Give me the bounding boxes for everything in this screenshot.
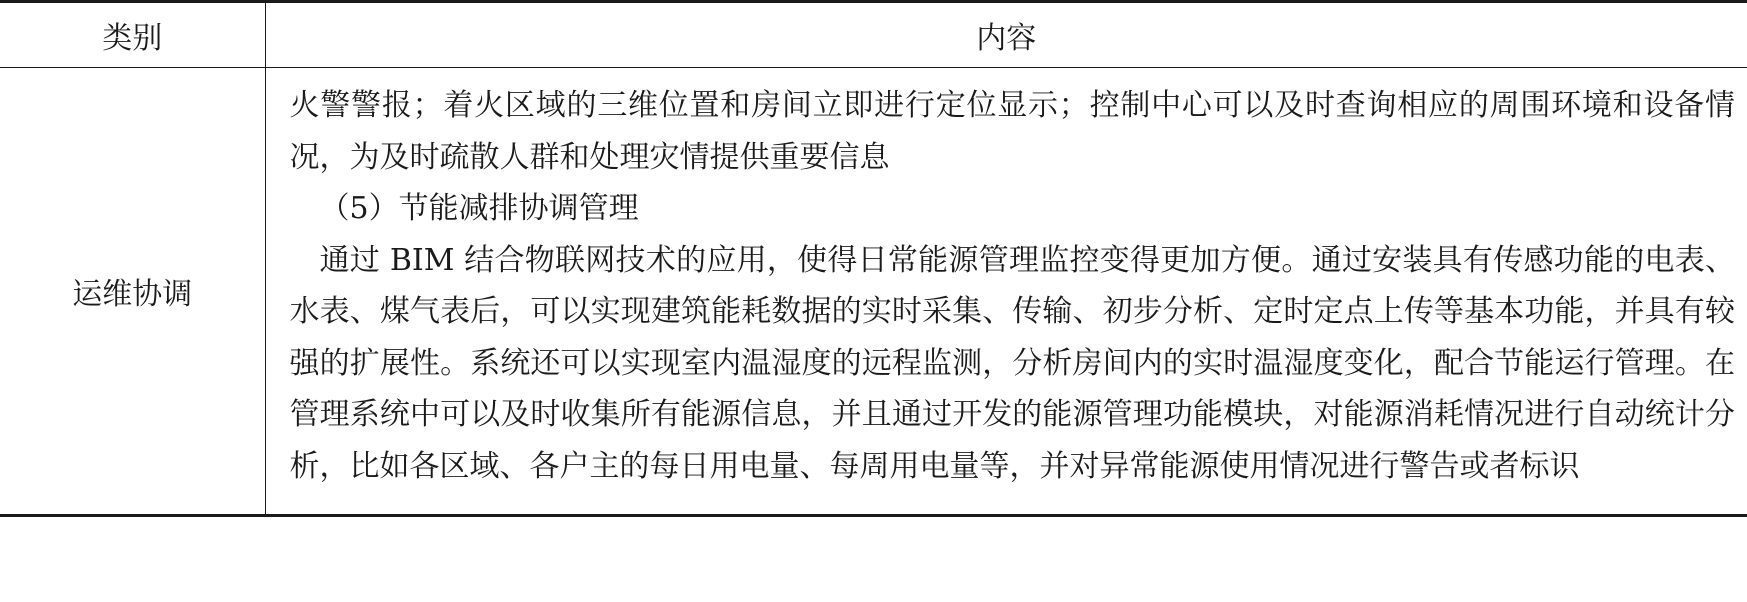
category-cell: 运维协调 <box>0 68 265 516</box>
table-header <box>0 2 1747 68</box>
content-cell <box>265 68 1747 516</box>
content-subheading-energy: （5）节能减排协调管理 <box>319 191 639 226</box>
content-paragraph-energy: 通过 BIM 结合物联网技术的应用，使得日常能源管理监控变得更加方便。通过安装具有传感功能的电表、水表、煤气表后，可以实现建筑能耗数据的实时采集、传输、初步分析、定时定点上传等基本功能，并具有较强的扩展性。系统还可以实现室内温湿度的远程监测，分析房间内的实时温湿度变化，配合节能运行管理。在管理系统中可以及时收集所有能源信息，并且通过开发的能源管理功能模块，对能源消耗情况进行自动统计分析，比如各区域、各户主的每日用电量、每周用电量等，并对异常能源使用情况进行警告或者标识 <box>289 242 1735 484</box>
header-category: 类别 <box>0 2 265 68</box>
table-header-row <box>0 2 1747 68</box>
table-row <box>0 68 1747 516</box>
content-paragraph-fire-alarm: 火警警报；着火区域的三维位置和房间立即进行定位显示；控制中心可以及时查询相应的周围环境和设备情况，为及时疏散人群和处理灾情提供重要信息 <box>289 88 1735 175</box>
header-content: 内容 <box>265 2 1747 68</box>
